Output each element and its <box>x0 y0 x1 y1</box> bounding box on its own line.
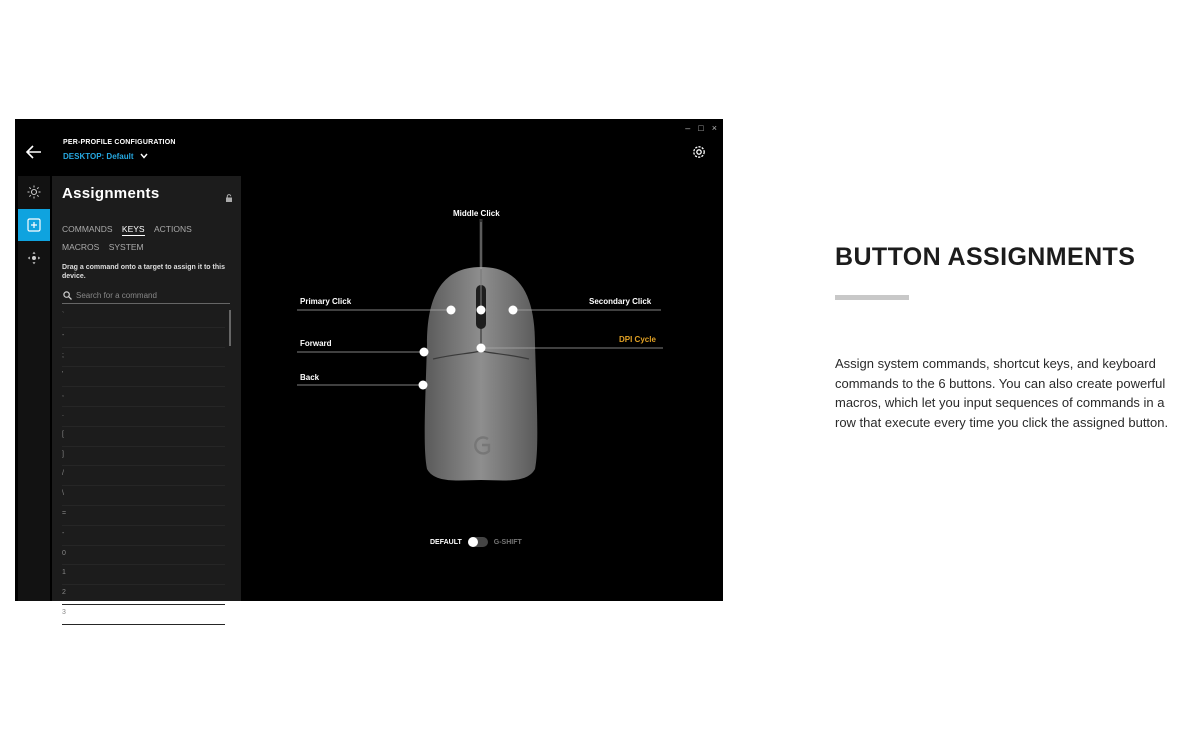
key-item[interactable]: ; <box>62 348 225 368</box>
key-item[interactable]: / <box>62 466 225 486</box>
gshift-mode-label: G-SHIFT <box>493 538 522 546</box>
secondary-click-label[interactable]: Secondary Click <box>589 297 652 306</box>
key-item[interactable]: 2 <box>62 585 225 605</box>
key-item[interactable]: = <box>62 506 225 526</box>
forward-hotspot <box>420 348 429 357</box>
maximize-button[interactable]: □ <box>698 123 704 133</box>
tab-system[interactable]: SYSTEM <box>108 242 144 252</box>
middle-click-hotspot <box>477 306 486 315</box>
section-heading: BUTTON ASSIGNMENTS <box>835 243 1136 271</box>
profile-value: DESKTOP: Default <box>63 152 134 161</box>
drag-hint: Drag a command onto a target to assign it to this device. <box>62 264 225 280</box>
key-item[interactable]: [ <box>62 427 225 447</box>
back-hotspot <box>419 381 428 390</box>
primary-click-label[interactable]: Primary Click <box>300 297 352 306</box>
key-item[interactable]: - <box>62 328 225 348</box>
dpi-cycle-hotspot <box>477 344 486 353</box>
mode-toggle[interactable] <box>430 537 522 547</box>
key-item[interactable]: ` <box>62 308 225 328</box>
key-item[interactable]: - <box>62 526 225 546</box>
close-button[interactable]: × <box>711 123 717 133</box>
back-label[interactable]: Back <box>300 373 320 382</box>
switch-knob <box>468 537 478 547</box>
minimize-button[interactable]: – <box>685 123 691 133</box>
key-item[interactable]: 3 <box>62 605 225 625</box>
key-item[interactable]: 0 <box>62 546 225 566</box>
key-item[interactable]: 1 <box>62 565 225 585</box>
key-item[interactable]: \ <box>62 486 225 506</box>
panel-title: Assignments <box>62 185 160 202</box>
secondary-click-hotspot <box>509 306 518 315</box>
default-mode-label: DEFAULT <box>430 538 462 546</box>
dpi-cycle-label[interactable]: DPI Cycle <box>619 335 656 344</box>
key-item[interactable]: ' <box>62 367 225 387</box>
key-item[interactable]: , <box>62 387 225 407</box>
tab-commands[interactable]: COMMANDS <box>62 224 113 234</box>
heading-underline <box>835 295 909 300</box>
gshift-switch[interactable] <box>468 537 488 547</box>
middle-click-label[interactable]: Middle Click <box>453 209 500 218</box>
profile-label: PER-PROFILE CONFIGURATION <box>63 139 176 146</box>
tab-macros[interactable]: MACROS <box>62 242 100 252</box>
tab-keys[interactable]: KEYS <box>121 224 145 234</box>
section-description: Assign system commands, shortcut keys, and keyboard commands to the 6 buttons. You can also create powerful macros, which let you input sequences of commands in a row that execute every time you click the assigned button. <box>835 356 1169 430</box>
mouse-illustration <box>15 119 723 601</box>
key-item[interactable]: . <box>62 407 225 427</box>
key-item[interactable]: ] <box>62 447 225 467</box>
tab-actions[interactable]: ACTIONS <box>153 224 192 234</box>
forward-label[interactable]: Forward <box>300 339 332 348</box>
primary-click-hotspot <box>447 306 456 315</box>
ghub-window <box>15 119 723 616</box>
